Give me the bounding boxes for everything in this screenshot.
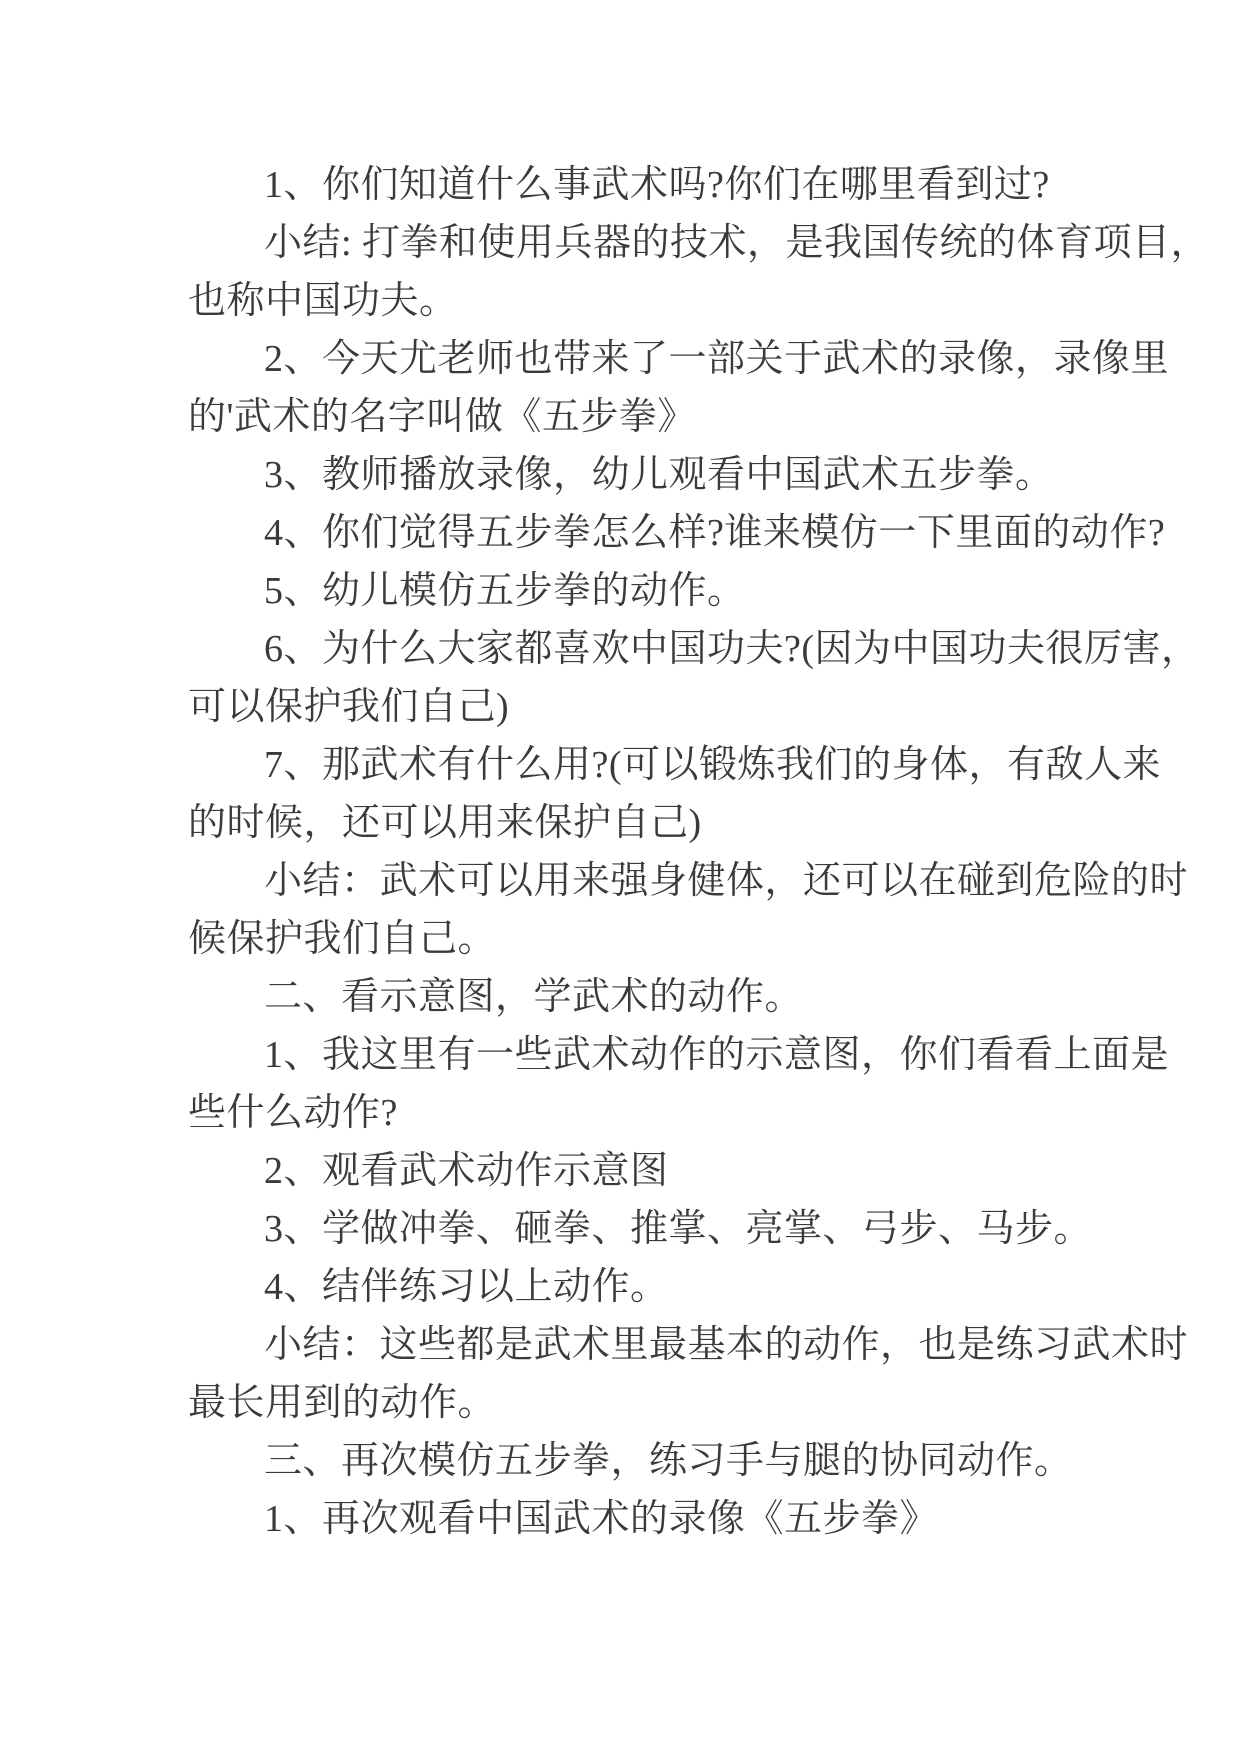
text-line: 1、再次观看中国武术的录像《五步拳》 <box>264 1498 939 1540</box>
paragraph <box>188 620 1200 736</box>
text-line: 些什么动作? <box>188 1092 398 1134</box>
text-line: 候保护我们自己。 <box>188 918 497 960</box>
text-line: 1、你们知道什么事武术吗?你们在哪里看到过? <box>264 164 1050 206</box>
text-line: 最长用到的动作。 <box>188 1382 497 1424</box>
paragraph <box>188 736 1162 852</box>
text-line: 二、看示意图，学武术的动作。 <box>264 976 804 1018</box>
paragraph <box>188 1316 1189 1432</box>
paragraph <box>188 1200 1140 1258</box>
text-line: 三、再次模仿五步拳，练习手与腿的协同动作。 <box>264 1440 1073 1482</box>
text-line: 4、结伴练习以上动作。 <box>264 1266 669 1308</box>
paragraph <box>188 852 1189 968</box>
text-line: 的时候，还可以用来保护自己) <box>188 802 702 844</box>
paragraph <box>188 1258 1140 1316</box>
text-line: 6、为什么大家都喜欢中国功夫?(因为中国功夫很厉害， <box>264 628 1200 670</box>
paragraph <box>188 330 1170 446</box>
paragraph <box>188 562 1140 620</box>
text-line: 1、我这里有一些武术动作的示意图，你们看看上面是 <box>264 1034 1170 1076</box>
text-line: 4、你们觉得五步拳怎么样?谁来模仿一下里面的动作? <box>264 512 1166 554</box>
text-line: 3、学做冲拳、砸拳、推掌、亮掌、弓步、马步。 <box>264 1208 1093 1250</box>
document-body <box>188 156 1210 1548</box>
text-line: 也称中国功夫。 <box>188 280 458 322</box>
text-line: 小结: 打拳和使用兵器的技术，是我国传统的体育项目， <box>264 222 1210 264</box>
text-line: 可以保护我们自己) <box>188 686 510 728</box>
paragraph <box>188 1490 1140 1548</box>
text-line: 2、今天尤老师也带来了一部关于武术的录像，录像里 <box>264 338 1170 380</box>
paragraph <box>188 968 1140 1026</box>
paragraph <box>188 446 1140 504</box>
paragraph <box>188 504 1166 562</box>
paragraph <box>188 1026 1170 1142</box>
paragraph <box>188 1142 1140 1200</box>
text-line: 小结：武术可以用来强身健体，还可以在碰到危险的时 <box>264 860 1189 902</box>
paragraph <box>188 1432 1140 1490</box>
paragraph <box>188 156 1140 214</box>
text-line: 2、观看武术动作示意图 <box>264 1150 669 1192</box>
text-line: 小结：这些都是武术里最基本的动作，也是练习武术时 <box>264 1324 1189 1366</box>
text-line: 3、教师播放录像，幼儿观看中国武术五步拳。 <box>264 454 1054 496</box>
text-line: 的'武术的名字叫做《五步拳》 <box>188 396 696 438</box>
text-line: 5、幼儿模仿五步拳的动作。 <box>264 570 746 612</box>
text-line: 7、那武术有什么用?(可以锻炼我们的身体，有敌人来 <box>264 744 1162 786</box>
paragraph <box>188 214 1210 330</box>
